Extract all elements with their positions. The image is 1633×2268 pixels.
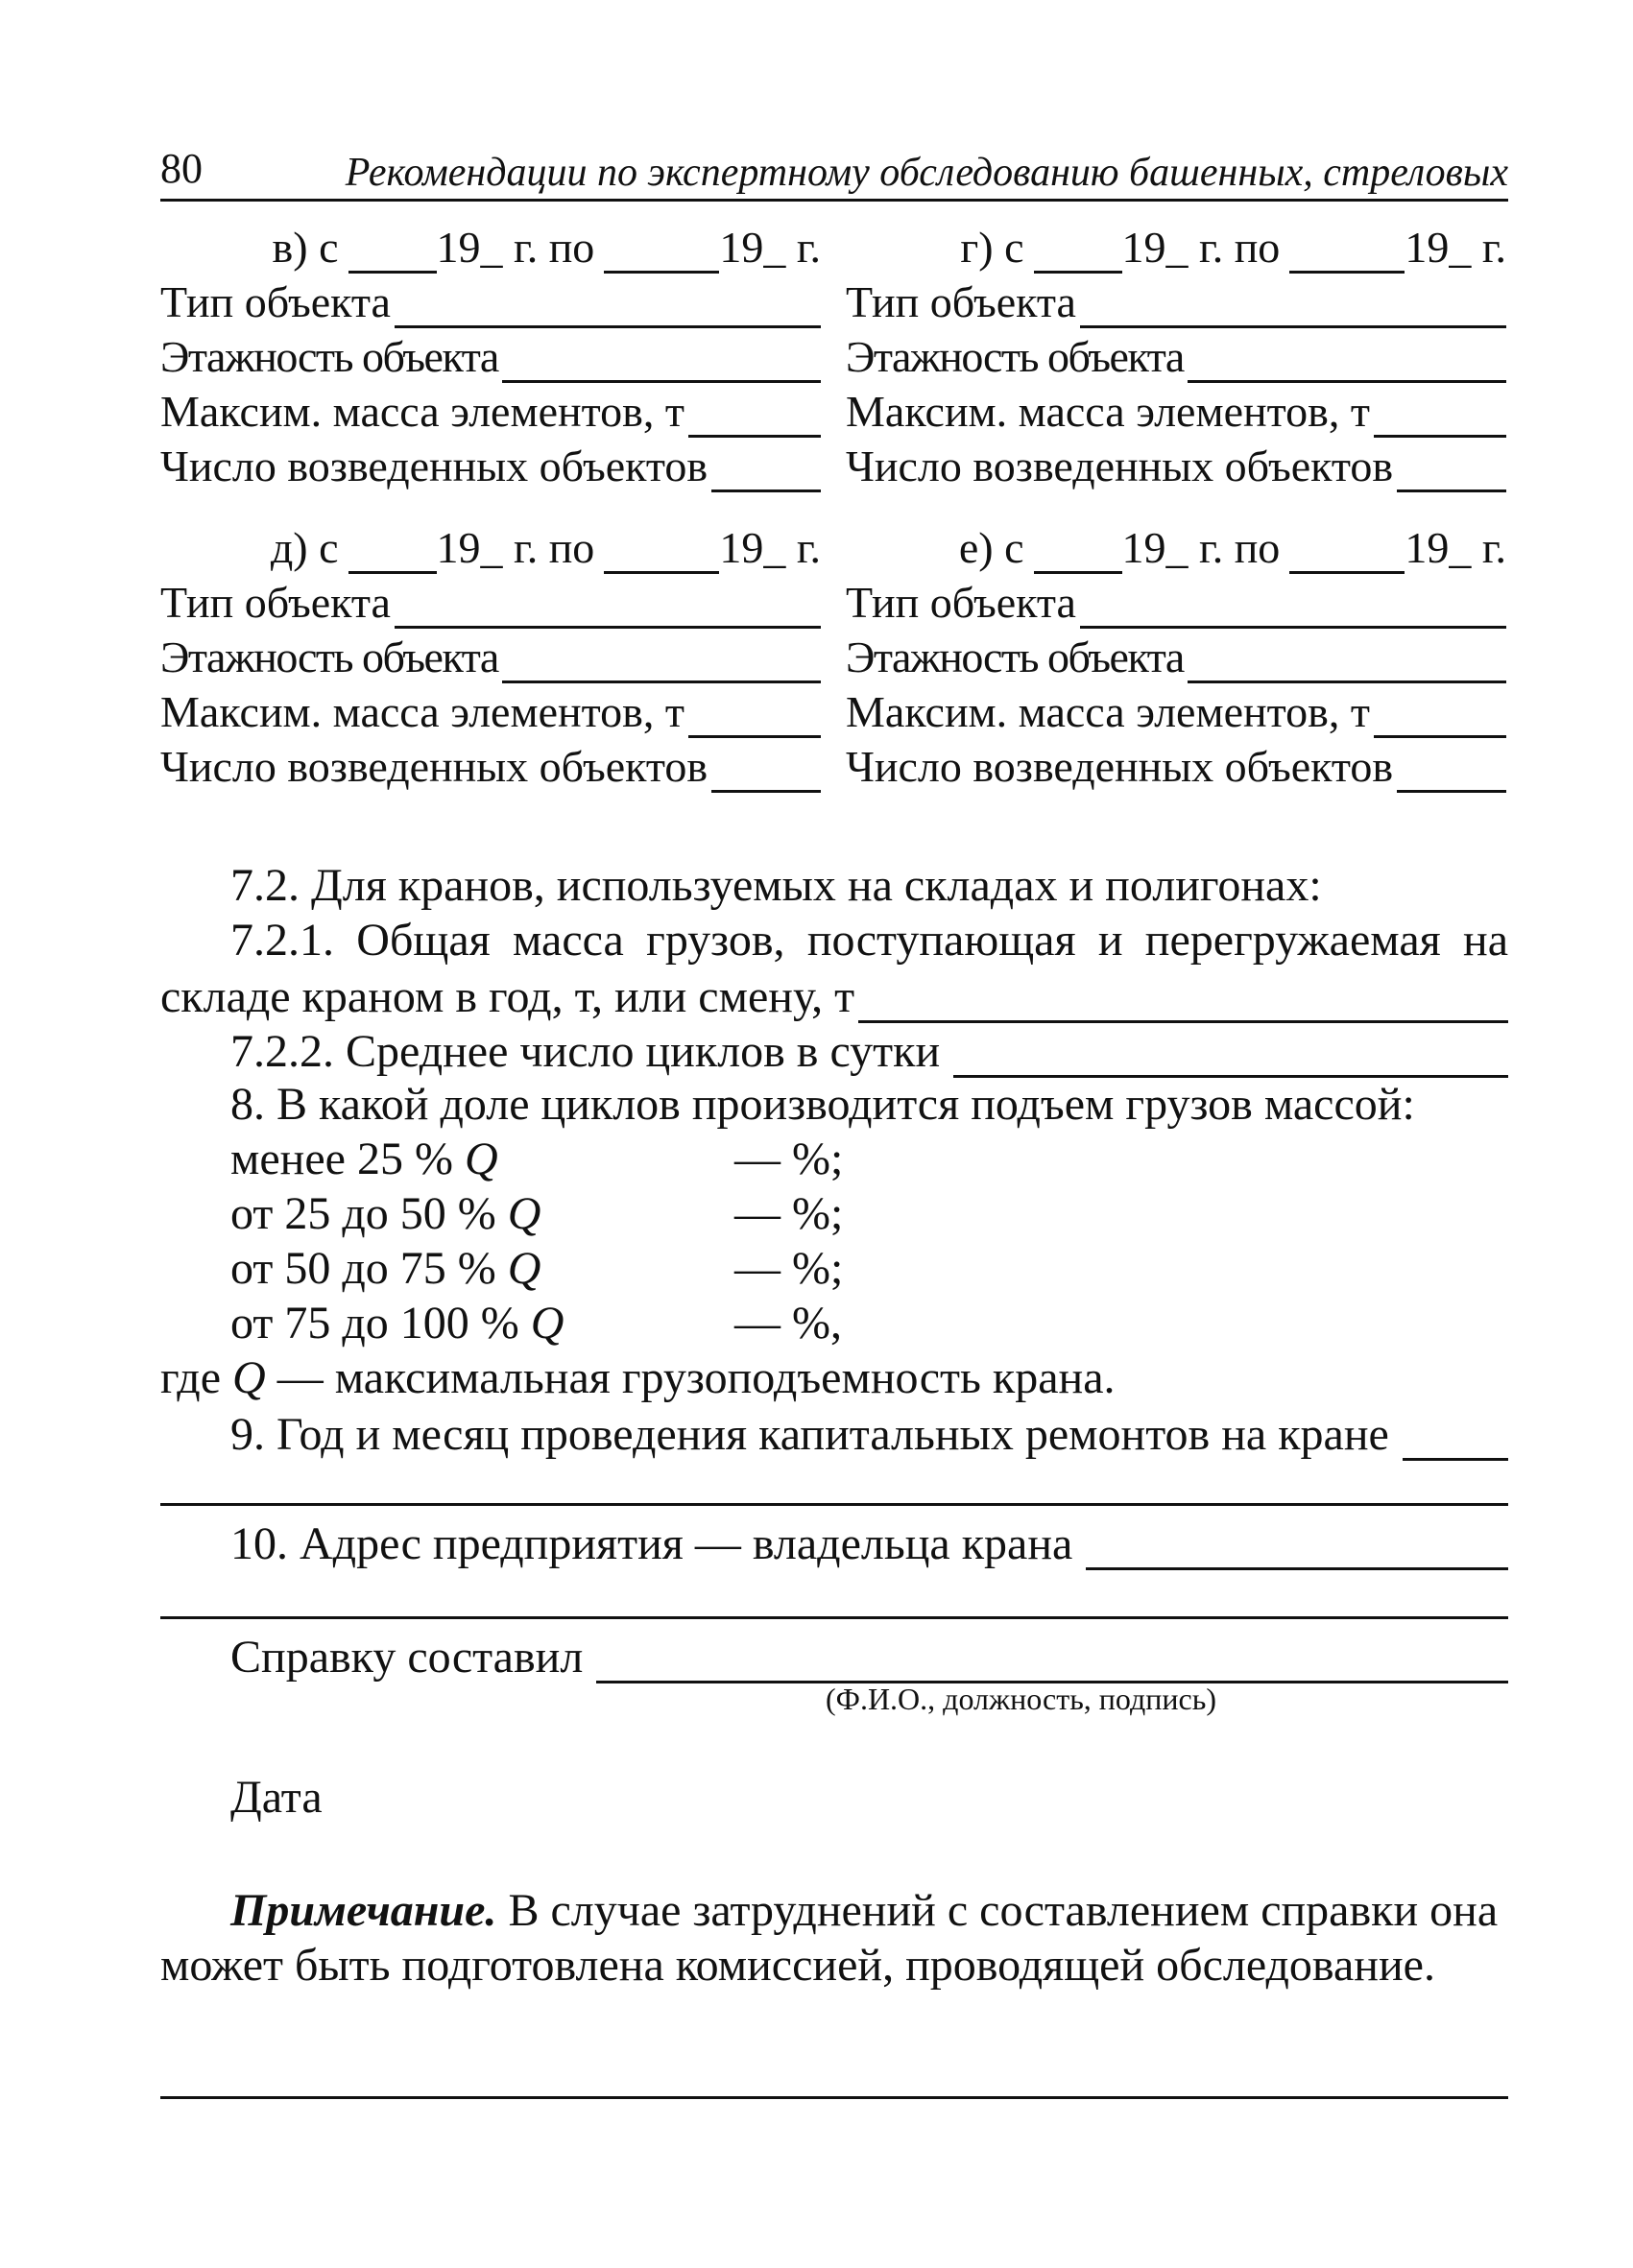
field-type-row	[160, 574, 821, 629]
field-type-label: Тип объекта	[846, 578, 1076, 628]
year-from-blank[interactable]	[1034, 228, 1122, 274]
total-mass-blank[interactable]	[858, 978, 1508, 1023]
field-floors-blank[interactable]	[502, 638, 821, 683]
year-from-blank[interactable]	[348, 529, 437, 574]
field-floors-row	[846, 328, 1506, 383]
date-label: Дата	[230, 1772, 323, 1823]
field-mass-row	[846, 383, 1506, 438]
period-letter: е) с	[958, 523, 1024, 573]
section-7-2-2	[230, 1023, 1508, 1078]
field-mass-row	[160, 683, 821, 738]
field-floors-row	[846, 629, 1506, 683]
field-floors-blank[interactable]	[1188, 338, 1506, 383]
field-type-label: Тип объекта	[160, 277, 391, 327]
field-mass-row	[846, 683, 1506, 738]
cycles-per-day-blank[interactable]	[953, 1033, 1508, 1078]
load-share-label: менее 25 % Q	[230, 1134, 498, 1184]
header-rule	[160, 199, 1508, 202]
signature-caption: (Ф.И.О., должность, подпись)	[826, 1682, 1216, 1716]
section-7-2: 7.2. Для кранов, используемых на складах и полигонах:	[230, 860, 1322, 911]
field-count-row	[160, 438, 821, 492]
field-floors-label: Этажность объекта	[846, 332, 1184, 382]
period-block-e	[846, 519, 1506, 793]
load-share-label: от 25 до 50 % Q	[230, 1188, 541, 1239]
load-share-value: — %;	[734, 1243, 844, 1294]
year-to-blank[interactable]	[1289, 228, 1405, 274]
period-year-to: 19_ г.	[719, 223, 821, 273]
year-to-blank[interactable]	[604, 228, 719, 274]
field-mass-row	[160, 383, 821, 438]
field-type-row	[846, 274, 1506, 328]
q-definition: где Q — максимальная грузоподъемность крана.	[160, 1352, 1116, 1403]
period-letter: д) с	[270, 523, 339, 573]
section-7-2-1-line1: 7.2.1. Общая масса грузов, поступающая и перегружаемая на	[230, 915, 1508, 966]
note-line2: может быть подготовлена комиссией, проводящей обследование.	[160, 1940, 1435, 1991]
section-8: 8. В какой доле циклов производится подъем грузов массой:	[230, 1079, 1415, 1130]
period-year-from: 19_ г. по	[1121, 223, 1281, 273]
section-7-2-1-line2	[160, 968, 1508, 1023]
field-type-row	[846, 574, 1506, 629]
field-count-label: Число возведенных объектов	[160, 742, 708, 792]
load-share-value: — %,	[734, 1298, 842, 1349]
year-from-blank[interactable]	[348, 228, 437, 274]
field-mass-blank[interactable]	[688, 693, 821, 738]
field-count-label: Число возведенных объектов	[160, 442, 708, 491]
field-count-blank[interactable]	[1397, 748, 1506, 793]
load-share-value: — %;	[734, 1134, 844, 1184]
field-count-label: Число возведенных объектов	[846, 742, 1394, 792]
period-year-from: 19_ г. по	[436, 223, 595, 273]
section-10	[230, 1516, 1508, 1570]
field-count-label: Число возведенных объектов	[846, 442, 1394, 491]
period-block-v	[160, 219, 821, 492]
field-mass-blank[interactable]	[1374, 393, 1506, 438]
period-year-to: 19_ г.	[1405, 523, 1506, 573]
owner-address-blank[interactable]	[1086, 1525, 1508, 1570]
compiled-by-label: Справку составил	[230, 1632, 584, 1683]
field-floors-row	[160, 328, 821, 383]
field-count-blank[interactable]	[711, 748, 821, 793]
field-mass-label: Максим. масса элементов, т	[160, 687, 684, 737]
period-block-g	[846, 219, 1506, 492]
period-block-d	[160, 519, 821, 793]
note-line1: Примечание. В случае затруднений с составлением справки она	[230, 1885, 1499, 1936]
repair-date-blank[interactable]	[1403, 1416, 1508, 1461]
section-7-2-1-label: складе краном в год, т, или смену, т	[160, 971, 855, 1022]
period-year-from: 19_ г. по	[436, 523, 595, 573]
period-letter: г) с	[960, 223, 1024, 273]
year-to-blank[interactable]	[1289, 529, 1405, 574]
period-year-from: 19_ г. по	[1121, 523, 1281, 573]
note-label: Примечание.	[230, 1885, 497, 1936]
period-line	[160, 519, 821, 574]
field-floors-row	[160, 629, 821, 683]
field-type-blank[interactable]	[1080, 283, 1506, 328]
running-title: Рекомендации по экспертному обследованию башенных, стреловых	[345, 151, 1508, 195]
field-count-row	[846, 738, 1506, 793]
section-7-2-2-label: 7.2.2. Среднее число циклов в сутки	[230, 1026, 941, 1077]
field-type-row	[160, 274, 821, 328]
period-line	[846, 219, 1506, 274]
field-floors-label: Этажность объекта	[846, 633, 1184, 682]
compiled-by	[230, 1629, 1508, 1683]
field-type-label: Тип объекта	[160, 578, 391, 628]
period-line	[846, 519, 1506, 574]
footer-rule	[160, 2096, 1508, 2099]
field-count-row	[846, 438, 1506, 492]
field-type-blank[interactable]	[1080, 584, 1506, 629]
period-year-to: 19_ г.	[719, 523, 821, 573]
load-share-value: — %;	[734, 1188, 844, 1239]
section-10-label: 10. Адрес предприятия — владельца крана	[230, 1518, 1073, 1569]
page-number: 80	[160, 145, 203, 192]
field-type-label: Тип объекта	[846, 277, 1076, 327]
load-share-label: от 50 до 75 % Q	[230, 1243, 541, 1294]
section-9	[230, 1406, 1508, 1461]
field-count-blank[interactable]	[711, 447, 821, 492]
owner-address-blank-line2[interactable]	[160, 1616, 1508, 1619]
field-mass-label: Максим. масса элементов, т	[160, 387, 684, 437]
period-letter: в) с	[272, 223, 339, 273]
signature-blank[interactable]	[596, 1638, 1508, 1683]
year-to-blank[interactable]	[604, 529, 719, 574]
field-type-blank[interactable]	[395, 283, 821, 328]
field-floors-label: Этажность объекта	[160, 633, 498, 682]
year-from-blank[interactable]	[1034, 529, 1122, 574]
field-floors-blank[interactable]	[502, 338, 821, 383]
field-mass-blank[interactable]	[688, 393, 821, 438]
period-year-to: 19_ г.	[1405, 223, 1506, 273]
field-count-blank[interactable]	[1397, 447, 1506, 492]
period-line	[160, 219, 821, 274]
field-mass-blank[interactable]	[1374, 693, 1506, 738]
field-mass-label: Максим. масса элементов, т	[846, 687, 1370, 737]
field-floors-label: Этажность объекта	[160, 332, 498, 382]
field-count-row	[160, 738, 821, 793]
repair-date-blank-line2[interactable]	[160, 1503, 1508, 1506]
load-share-label: от 75 до 100 % Q	[230, 1298, 564, 1349]
field-floors-blank[interactable]	[1188, 638, 1506, 683]
field-mass-label: Максим. масса элементов, т	[846, 387, 1370, 437]
section-9-label: 9. Год и месяц проведения капитальных ремонтов на кране	[230, 1409, 1389, 1460]
field-type-blank[interactable]	[395, 584, 821, 629]
